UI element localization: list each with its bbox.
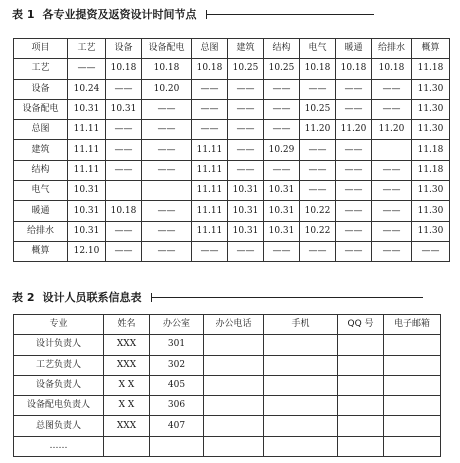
header-cell: QQ 号 [338, 315, 384, 335]
data-cell: —— [336, 99, 372, 119]
data-cell [338, 375, 384, 395]
row-label-cell: 结构 [14, 160, 68, 180]
row-label-cell: 概算 [14, 241, 68, 261]
data-cell: —— [300, 140, 336, 160]
data-cell: 11.30 [412, 221, 450, 241]
data-cell: —— [300, 181, 336, 201]
header-cell: 姓名 [104, 315, 150, 335]
data-cell: —— [300, 241, 336, 261]
data-cell [264, 375, 338, 395]
data-cell: —— [336, 221, 372, 241]
data-cell: —— [228, 79, 264, 99]
data-cell: —— [142, 99, 192, 119]
data-cell: —— [68, 59, 106, 79]
data-cell: 11.20 [336, 120, 372, 140]
data-cell: —— [412, 241, 450, 261]
table1-row [14, 120, 450, 140]
table2-row [14, 375, 441, 395]
contact-table [13, 314, 441, 457]
header-cell: 电子邮箱 [384, 315, 441, 335]
table2-caption [12, 289, 423, 305]
data-cell: 10.22 [300, 201, 336, 221]
data-cell: —— [336, 201, 372, 221]
data-cell: 11.11 [192, 181, 228, 201]
row-label-cell: 给排水 [14, 221, 68, 241]
data-cell: 10.31 [106, 99, 142, 119]
header-cell: 暖通 [336, 39, 372, 59]
data-cell [338, 416, 384, 436]
data-cell: XXX [104, 355, 150, 375]
data-cell [104, 436, 150, 456]
table2-header-row [14, 315, 441, 335]
data-cell [106, 181, 142, 201]
data-cell: 10.31 [68, 221, 106, 241]
data-cell: X X [104, 396, 150, 416]
row-label-cell: …… [14, 436, 104, 456]
data-cell [204, 416, 264, 436]
data-cell: XXX [104, 416, 150, 436]
table1-row [14, 181, 450, 201]
table1-row [14, 99, 450, 119]
data-cell: 10.31 [264, 181, 300, 201]
data-cell: 10.25 [300, 99, 336, 119]
data-cell: —— [372, 160, 412, 180]
data-cell [384, 355, 441, 375]
data-cell [372, 140, 412, 160]
data-cell [338, 436, 384, 456]
data-cell [384, 416, 441, 436]
data-cell: 301 [150, 335, 204, 355]
data-cell [204, 355, 264, 375]
caption-rule [206, 14, 374, 15]
data-cell: 11.30 [412, 99, 450, 119]
data-cell: 302 [150, 355, 204, 375]
data-cell: —— [228, 120, 264, 140]
row-label-cell: 工艺负责人 [14, 355, 104, 375]
data-cell [204, 396, 264, 416]
data-cell: —— [264, 99, 300, 119]
data-cell: —— [372, 79, 412, 99]
data-cell: 11.30 [412, 120, 450, 140]
data-cell: —— [372, 241, 412, 261]
data-cell: 10.25 [228, 59, 264, 79]
row-label-cell: 设备配电负责人 [14, 396, 104, 416]
header-cell: 电气 [300, 39, 336, 59]
data-cell: —— [106, 79, 142, 99]
data-cell [384, 436, 441, 456]
row-label-cell: 设备负责人 [14, 375, 104, 395]
data-cell: 10.18 [106, 59, 142, 79]
data-cell: 11.30 [412, 79, 450, 99]
data-cell: 11.30 [412, 201, 450, 221]
row-label-cell: 暖通 [14, 201, 68, 221]
data-cell: 407 [150, 416, 204, 436]
data-cell: —— [192, 241, 228, 261]
data-cell: 10.31 [68, 181, 106, 201]
schedule-table [13, 38, 450, 262]
data-cell: —— [300, 79, 336, 99]
data-cell: —— [142, 241, 192, 261]
table2-caption-number: 表 2 [12, 291, 35, 304]
data-cell: —— [336, 241, 372, 261]
header-cell: 概算 [412, 39, 450, 59]
data-cell: 10.31 [264, 221, 300, 241]
row-label-cell: 总图负责人 [14, 416, 104, 436]
data-cell: —— [300, 160, 336, 180]
data-cell: —— [142, 120, 192, 140]
data-cell: 10.31 [228, 181, 264, 201]
data-cell: 10.18 [106, 201, 142, 221]
data-cell: 11.18 [412, 160, 450, 180]
data-cell [384, 335, 441, 355]
row-label-cell: 总图 [14, 120, 68, 140]
table1-row [14, 241, 450, 261]
table1-row [14, 140, 450, 160]
data-cell: —— [372, 181, 412, 201]
data-cell: —— [336, 140, 372, 160]
data-cell: XXX [104, 335, 150, 355]
data-cell [384, 375, 441, 395]
data-cell: —— [142, 140, 192, 160]
header-cell: 总图 [192, 39, 228, 59]
table1-row [14, 201, 450, 221]
row-label-cell: 电气 [14, 181, 68, 201]
data-cell [264, 335, 338, 355]
data-cell: 10.18 [300, 59, 336, 79]
data-cell: 10.20 [142, 79, 192, 99]
data-cell: —— [192, 120, 228, 140]
data-cell [264, 416, 338, 436]
data-cell [204, 436, 264, 456]
data-cell: 10.31 [228, 201, 264, 221]
data-cell: 10.24 [68, 79, 106, 99]
table2-row [14, 335, 441, 355]
data-cell: —— [372, 99, 412, 119]
header-cell: 手机 [264, 315, 338, 335]
data-cell [204, 375, 264, 395]
data-cell: —— [228, 241, 264, 261]
row-label-cell: 设备 [14, 79, 68, 99]
data-cell: 11.18 [412, 59, 450, 79]
data-cell: 11.20 [300, 120, 336, 140]
row-label-cell: 工艺 [14, 59, 68, 79]
data-cell: 11.11 [68, 120, 106, 140]
data-cell: —— [336, 181, 372, 201]
data-cell: 10.25 [264, 59, 300, 79]
data-cell: 10.18 [336, 59, 372, 79]
data-cell: 10.31 [68, 99, 106, 119]
header-cell: 专业 [14, 315, 104, 335]
table1-caption-number: 表 1 [12, 8, 35, 21]
data-cell [142, 181, 192, 201]
data-cell: —— [106, 160, 142, 180]
data-cell: —— [228, 160, 264, 180]
row-label-cell: 建筑 [14, 140, 68, 160]
header-cell: 给排水 [372, 39, 412, 59]
data-cell [150, 436, 204, 456]
header-cell: 建筑 [228, 39, 264, 59]
table1-caption [12, 6, 374, 22]
data-cell: —— [142, 221, 192, 241]
data-cell: —— [142, 160, 192, 180]
data-cell: 10.31 [228, 221, 264, 241]
data-cell: 11.11 [192, 201, 228, 221]
data-cell: —— [228, 99, 264, 119]
data-cell: —— [192, 79, 228, 99]
data-cell: X X [104, 375, 150, 395]
data-cell: 10.31 [264, 201, 300, 221]
data-cell: 11.20 [372, 120, 412, 140]
data-cell [338, 335, 384, 355]
table1-header-row [14, 39, 450, 59]
header-cell: 工艺 [68, 39, 106, 59]
data-cell [204, 335, 264, 355]
data-cell [338, 355, 384, 375]
data-cell: —— [106, 221, 142, 241]
data-cell [264, 396, 338, 416]
table2-row [14, 436, 441, 456]
data-cell [338, 396, 384, 416]
header-cell: 设备 [106, 39, 142, 59]
data-cell: 306 [150, 396, 204, 416]
caption-rule [151, 297, 423, 298]
data-cell: 11.11 [192, 221, 228, 241]
data-cell: —— [142, 201, 192, 221]
data-cell: —— [372, 201, 412, 221]
table2-row [14, 355, 441, 375]
data-cell: —— [264, 79, 300, 99]
data-cell: 11.11 [68, 160, 106, 180]
data-cell: 11.11 [68, 140, 106, 160]
row-label-cell: 设计负责人 [14, 335, 104, 355]
data-cell: 10.22 [300, 221, 336, 241]
data-cell: —— [264, 160, 300, 180]
data-cell: —— [372, 221, 412, 241]
header-cell: 设备配电 [142, 39, 192, 59]
data-cell: —— [106, 241, 142, 261]
table1-row [14, 221, 450, 241]
row-label-cell: 设备配电 [14, 99, 68, 119]
table1-row [14, 160, 450, 180]
data-cell: —— [264, 120, 300, 140]
data-cell [384, 396, 441, 416]
table2-row [14, 396, 441, 416]
data-cell: 11.11 [192, 140, 228, 160]
table2-row [14, 416, 441, 436]
header-cell: 办公室 [150, 315, 204, 335]
data-cell: 11.18 [412, 140, 450, 160]
data-cell: 10.31 [68, 201, 106, 221]
data-cell: —— [106, 120, 142, 140]
data-cell: 12.10 [68, 241, 106, 261]
data-cell: 11.30 [412, 181, 450, 201]
data-cell: —— [336, 79, 372, 99]
data-cell: —— [228, 140, 264, 160]
data-cell: —— [336, 160, 372, 180]
data-cell: 10.18 [192, 59, 228, 79]
header-cell: 结构 [264, 39, 300, 59]
data-cell: 11.11 [192, 160, 228, 180]
data-cell: 10.18 [142, 59, 192, 79]
data-cell: —— [106, 140, 142, 160]
table2-caption-title: 设计人员联系信息表 [42, 291, 142, 304]
data-cell: 10.18 [372, 59, 412, 79]
table1-row [14, 59, 450, 79]
data-cell: 405 [150, 375, 204, 395]
data-cell: —— [264, 241, 300, 261]
header-cell: 办公电话 [204, 315, 264, 335]
table1-row [14, 79, 450, 99]
table1-caption-title: 各专业提资及返资设计时间节点 [42, 8, 197, 21]
data-cell: —— [192, 99, 228, 119]
data-cell [264, 436, 338, 456]
data-cell [264, 355, 338, 375]
header-cell: 项目 [14, 39, 68, 59]
data-cell: 10.29 [264, 140, 300, 160]
